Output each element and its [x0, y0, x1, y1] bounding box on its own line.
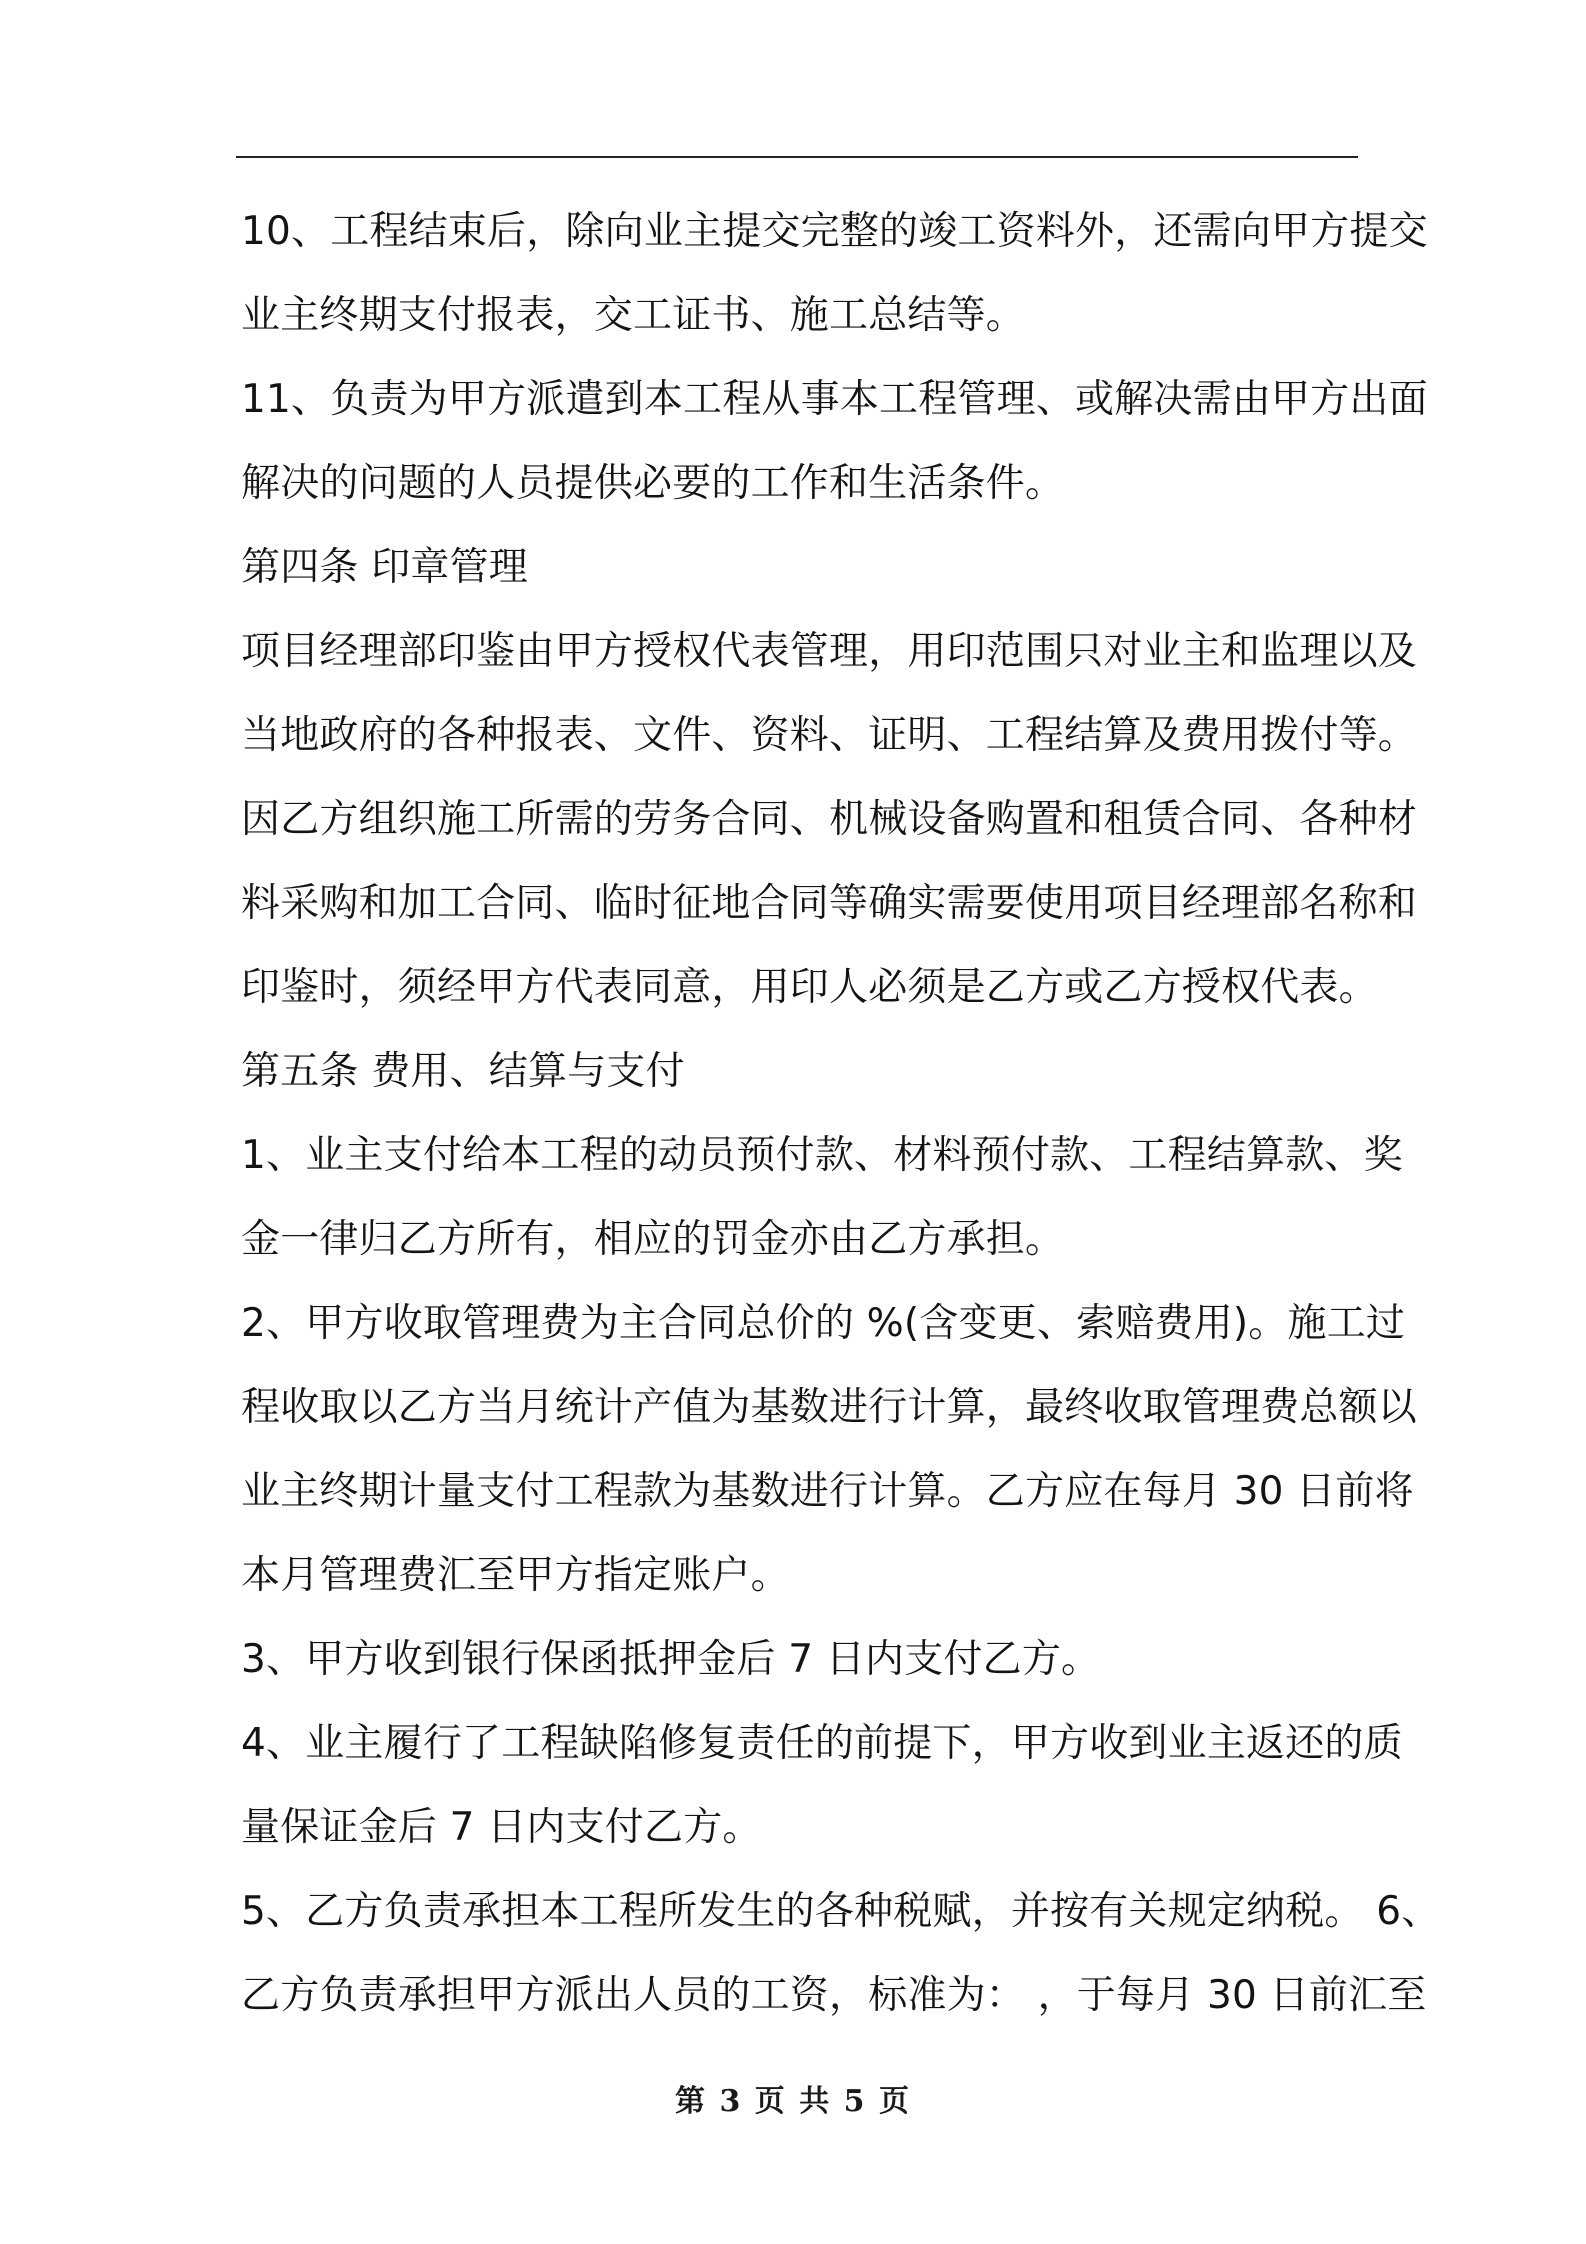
text-line: 4、业主履行了工程缺陷修复责任的前提下，甲方收到业主返还的质: [241, 1721, 1403, 1766]
section-heading: 第四条 印章管理: [241, 545, 528, 590]
section-heading: 第五条 费用、结算与支付: [241, 1049, 685, 1094]
text-line: 量保证金后 7 日内支付乙方。: [241, 1805, 762, 1850]
text-line: 程收取以乙方当月统计产值为基数进行计算，最终收取管理费总额以: [241, 1385, 1418, 1430]
page-number-footer: 第 3 页 共 5 页: [675, 2084, 911, 2119]
text-line: 5、乙方负责承担本工程所发生的各种税赋，并按有关规定纳税。 6、: [241, 1889, 1441, 1934]
text-line: 11、负责为甲方派遣到本工程从事本工程管理、或解决需由甲方出面: [241, 377, 1428, 422]
text-line: 料采购和加工合同、临时征地合同等确实需要使用项目经理部名称和: [241, 881, 1418, 926]
text-line: 1、业主支付给本工程的动员预付款、材料预付款、工程结算款、奖: [241, 1133, 1403, 1178]
text-line: 当地政府的各种报表、文件、资料、证明、工程结算及费用拨付等。: [241, 713, 1418, 758]
text-line: 因乙方组织施工所需的劳务合同、机械设备购置和租赁合同、各种材: [241, 797, 1418, 842]
text-line: 金一律归乙方所有，相应的罚金亦由乙方承担。: [241, 1217, 1065, 1262]
text-line: 2、甲方收取管理费为主合同总价的 %(含变更、索赔费用)。施工过: [241, 1301, 1406, 1346]
text-line: 业主终期支付报表，交工证书、施工总结等。: [241, 293, 1026, 338]
document-body: [241, 190, 1441, 2038]
text-line: 10、工程结束后，除向业主提交完整的竣工资料外，还需向甲方提交: [241, 209, 1428, 254]
text-line: 解决的问题的人员提供必要的工作和生活条件。: [241, 461, 1065, 506]
text-line: 项目经理部印鉴由甲方授权代表管理，用印范围只对业主和监理以及: [241, 629, 1418, 674]
text-line: 乙方负责承担甲方派出人员的工资，标准为： ，于每月 30 日前汇至: [241, 1973, 1427, 2018]
text-line: 3、甲方收到银行保函抵押金后 7 日内支付乙方。: [241, 1637, 1101, 1682]
text-line: 业主终期计量支付工程款为基数进行计算。乙方应在每月 30 日前将: [241, 1469, 1414, 1514]
text-line: 印鉴时，须经甲方代表同意，用印人必须是乙方或乙方授权代表。: [241, 965, 1378, 1010]
text-line: 本月管理费汇至甲方指定账户。: [241, 1553, 790, 1598]
header-rule: [236, 156, 1358, 158]
